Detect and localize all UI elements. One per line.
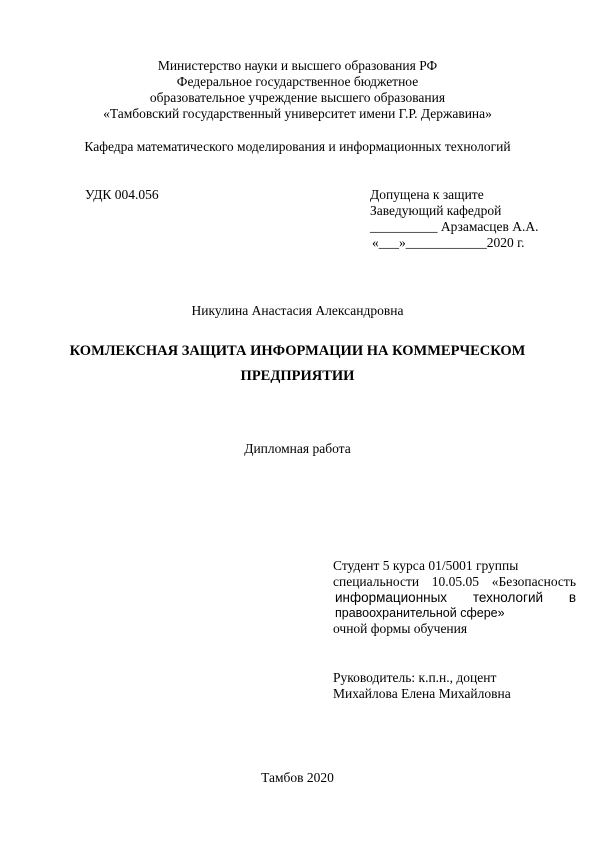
student-specialty-word-1: информационных [335,590,448,605]
udk-code: УДК 004.056 [85,187,159,202]
student-study-form: очной формы обучения [333,621,468,636]
student-specialty-name-start: «Безопасность [491,574,576,589]
student-specialty-line [333,574,576,590]
university-name: «Тамбовский государственный университет имени Г.Р. Державина» [103,106,492,121]
author-name: Никулина Анастасия Александровна [191,303,404,318]
city-year: Тамбов 2020 [261,770,334,785]
supervisor-name: Михайлова Елена Михайловна [333,686,511,701]
approval-head-of-department: Заведующий кафедрой [370,203,502,218]
ministry-line: Министерство науки и высшего образования РФ [157,58,438,73]
institution-type-line: Федеральное государственное бюджетное [176,74,419,89]
student-course-group: Студент 5 курса 01/5001 группы [333,558,519,573]
department-name: Кафедра математического моделирования и информационных технологий [84,139,511,154]
work-type: Дипломная работа [244,441,351,456]
approval-signature-line: __________ Арзамасцев А.А. [370,219,539,234]
approval-admitted: Допущена к защите [370,187,484,202]
institution-education-line: образовательное учреждение высшего образования [149,90,446,105]
approval-date-line: «___»____________2020 г. [372,235,525,250]
supervisor-position: Руководитель: к.п.н., доцент [333,670,497,685]
thesis-title-line-1: КОМЛЕКСНАЯ ЗАЩИТА ИНФОРМАЦИИ НА КОММЕРЧЕСКОМ [69,343,526,359]
student-specialty-code: 10.05.05 [431,574,480,589]
student-specialty-word-3: в [568,590,576,605]
student-specialty-end: правоохранительной сфере» [335,606,505,620]
thesis-title-line-2: ПРЕДПРИЯТИИ [240,368,355,384]
student-specialty-word-2: технологий [472,590,544,605]
student-specialty-word: специальности [333,574,420,589]
student-specialty-continuation [335,590,576,606]
